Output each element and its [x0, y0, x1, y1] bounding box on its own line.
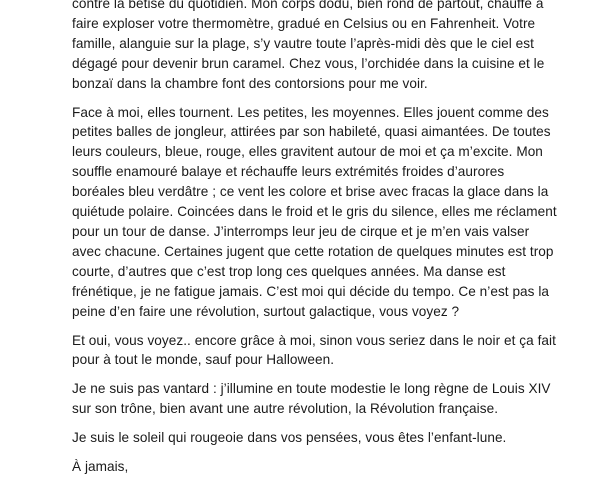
text-line: sur son trône, bien avant une autre révolution, la Révolution française.: [72, 401, 499, 417]
text-line: À jamais,: [72, 459, 129, 475]
text-line: bonzaï dans la chambre font des contorsions pour me voir.: [72, 75, 428, 91]
text-line: peine d’en faire une révolution, surtout galactique, vous voyez ?: [72, 303, 460, 319]
text-line: Je suis le soleil qui rougeoie dans vos pensées, vous êtes l’enfant-lune.: [72, 430, 507, 446]
text-line: Et oui, vous voyez.. encore grâce à moi, sinon vous seriez dans le noir et ça fait: [72, 332, 556, 348]
text-line: leurs couleurs, bleue, rouge, elles gravitent autour de moi et ça m’excite. Mon: [72, 144, 543, 160]
text-line: boréales bleu verdâtre ; ce vent les colore et brise avec fracas la glace dans la: [72, 184, 549, 200]
paragraph-5: [72, 428, 592, 448]
text-line: Face à moi, elles tournent. Les petites, les moyennes. Elles jouent comme des: [72, 104, 549, 120]
text-line: quiétude polaire. Coincées dans le froid et le gris du silence, elles me réclament: [72, 204, 557, 220]
text-line: faire exploser votre thermomètre, gradué en Celsius ou en Fahrenheit. Votre: [72, 15, 536, 31]
paragraph-4: [72, 379, 592, 419]
text-line: pour un tour de danse. J’interromps leur jeu de cirque et je m’en vais valser: [72, 223, 530, 239]
paragraph-3: [72, 331, 592, 371]
text-line: famille, alanguie sur la plage, s’y vautre toute l’après-midi dès que le ciel est: [72, 35, 534, 51]
text-line: Je ne suis pas vantard : j’illumine en toute modestie le long règne de Louis XIV: [72, 381, 551, 397]
text-line: dégagé pour devenir brun caramel. Chez vous, l’orchidée dans la cuisine et le: [72, 55, 545, 71]
text-line: frénétique, je ne fatigue jamais. C’est moi qui décide du tempo. Ce n’est pas la: [72, 283, 550, 299]
text-line: avec chacune. Certaines jugent que cette rotation de quelques minutes est trop: [72, 243, 554, 259]
paragraph-2: [72, 103, 592, 322]
text-line: contre la bêtise du quotidien. Mon corps dodu, bien rond de partout, chauffe à: [72, 0, 544, 11]
text-line: petites balles de jongleur, attirées par son habileté, quasi aimantées. De toutes: [72, 124, 551, 140]
text-line: souffle enamouré balaye et réchauffe leurs extrémités froides d’aurores: [72, 164, 505, 180]
paragraph-6: [72, 457, 592, 477]
text-line: pour à tout le monde, sauf pour Halloween.: [72, 352, 335, 368]
text-line: courte, d’autres que c’est trop long ces quelques années. Ma danse est: [72, 263, 506, 279]
paragraph-1: [72, 0, 592, 94]
document-body: [72, 0, 592, 486]
